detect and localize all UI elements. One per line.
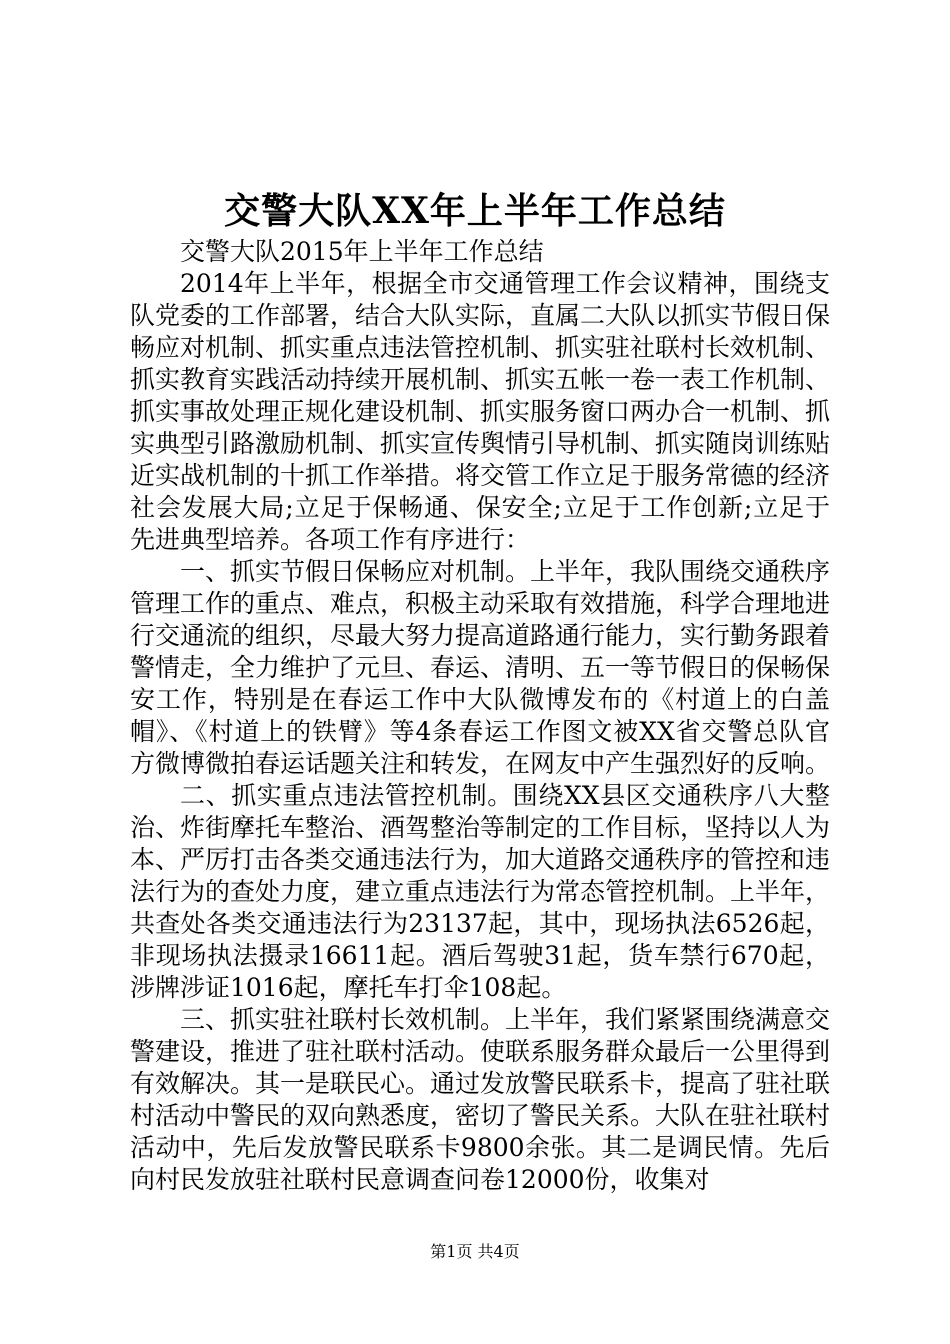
document-title: 交警大队XX年上半年工作总结 xyxy=(224,190,726,232)
paragraph-section-1: 一、抓实节假日保畅应对机制。上半年，我队围绕交通秩序管理工作的重点、难点，积极主动采取有效措施，科学合理地进行交通流的组织，尽最大努力提高道路通行能力，实行勤务跟着警情走，全力维护了元旦、春运、清明、五一等节假日的保畅保安工作，特别是在春运工作中大队微博发布的《村道上的白盖帽》、《村道上的铁臂》等4条春运工作图文被XX省交警总队官方微博微拍春运话题关注和转发，在网友中产生强烈好的反响。 xyxy=(130,557,831,778)
paragraph-section-2: 二、抓实重点违法管控机制。围绕XX县区交通秩序八大整治、炸街摩托车整治、酒驾整治等制定的工作目标，坚持以人为本、严厉打击各类交通违法行为，加大道路交通秩序的管控和违法行为的查处力度，建立重点违法行为常态管控机制。上半年，共查处各类交通违法行为23137起，其中，现场执法6526起，非现场执法摄录16611起。酒后驾驶31起，货车禁行670起，涉牌涉证1016起，摩托车打伞108起。 xyxy=(130,781,831,1002)
paragraph-intro: 2014年上半年，根据全市交通管理工作会议精神，围绕支队党委的工作部署，结合大队实际，直属二大队以抓实节假日保畅应对机制、抓实重点违法管控机制、抓实驻社联村长效机制、抓实教育实践活动持续开展机制、抓实五帐一卷一表工作机制、抓实事故处理正规化建设机制、抓实服务窗口两办合一机制、抓实典型引路激励机制、抓实宣传舆情引导机制、抓实随岗训练贴近实战机制的十抓工作举措。将交管工作立足于服务常德的经济社会发展大局;立足于保畅通、保安全;立足于工作创新;立足于先进典型培养。各项工作有序进行： xyxy=(130,269,831,554)
paragraph-subtitle: 交警大队2015年上半年工作总结 xyxy=(180,237,544,266)
paragraph-section-3: 三、抓实驻社联村长效机制。上半年，我们紧紧围绕满意交警建设，推进了驻社联村活动。使联系服务群众最后一公里得到有效解决。其一是联民心。通过发放警民联系卡，提高了驻社联村活动中警民的双向熟悉度，密切了警民关系。大队在驻社联村活动中，先后发放警民联系卡9800余张。其二是调民情。先后向村民发放驻社联村民意调查问卷12000份，收集对 xyxy=(130,1005,831,1194)
page-number: 第1页 共4页 xyxy=(430,1242,520,1261)
document-body xyxy=(130,236,830,1196)
